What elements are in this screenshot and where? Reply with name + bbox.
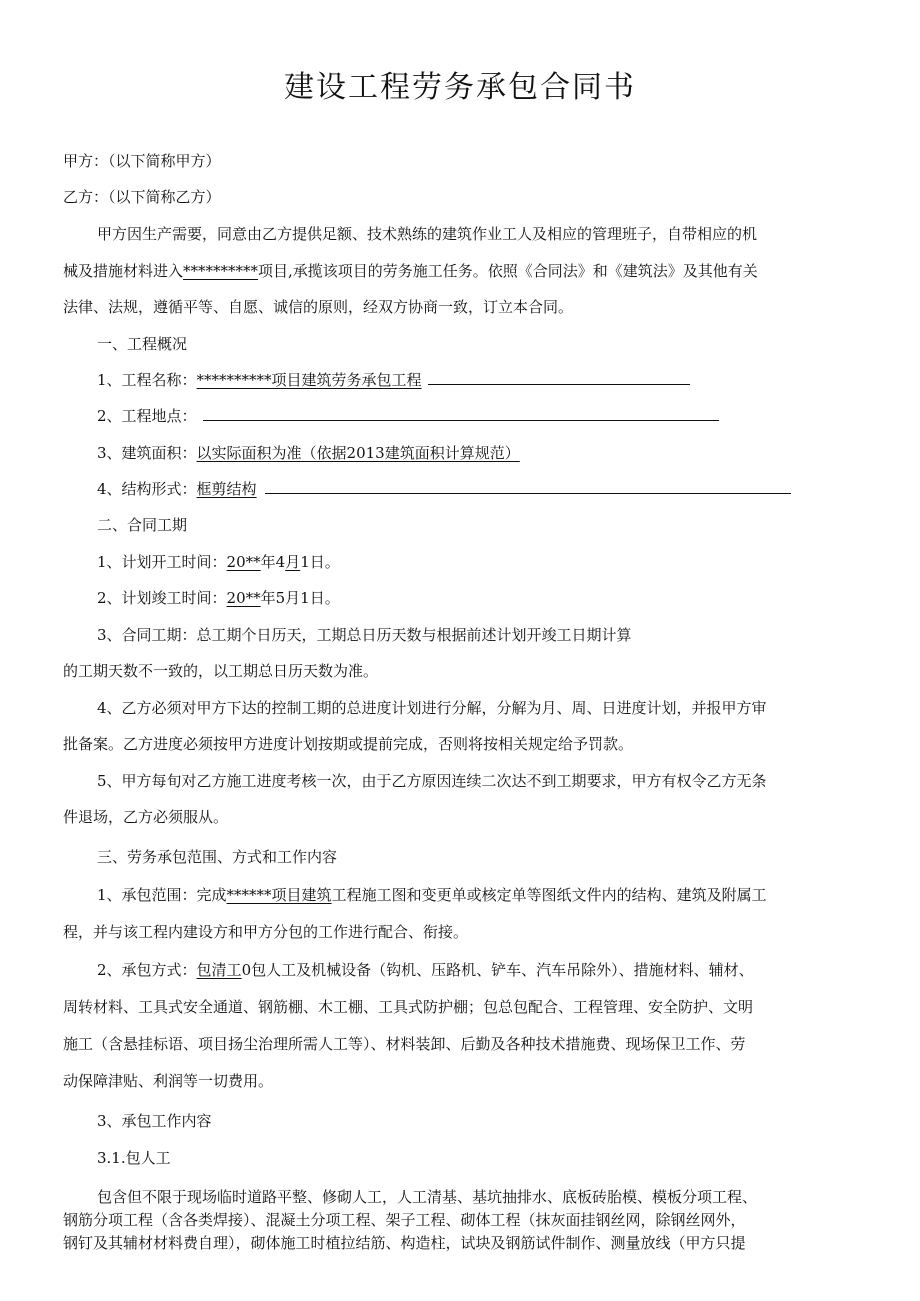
project-name-value: **********项目建筑劳务承包工程 xyxy=(196,371,422,389)
structure-value: 框剪结构 xyxy=(196,480,257,498)
mode-text: 0包人工及机械设备（钩机、压路机、铲车、汽车吊除外）、措施材料、辅材、 xyxy=(241,961,754,979)
intro-text-a: 械及措施材料进入 xyxy=(63,262,184,280)
section-3-heading: 三、劳务承包范围、方式和工作内容 xyxy=(97,848,338,866)
scope-label: 1、承包范围：完成 xyxy=(97,886,227,904)
section-2-heading: 二、合同工期 xyxy=(97,516,188,534)
scope-project: ******项目建筑 xyxy=(226,886,332,904)
period-line-1: 3、合同工期：总工期个日历天，工期总日历天数与根据前述计划开竣工日期计算 xyxy=(97,626,632,644)
start-day: 1日。 xyxy=(300,553,340,571)
party-a: 甲方：（以下简称甲方） xyxy=(63,152,221,170)
intro-line-2 xyxy=(63,260,758,281)
structure-row xyxy=(97,478,791,499)
party-b: 乙方：（以下简称乙方） xyxy=(63,188,221,206)
start-month: 月 xyxy=(285,553,301,571)
mode-line-4: 动保障津贴、利润等一切费用。 xyxy=(63,1072,274,1090)
intro-line-3: 法律、法规，遵循平等、自愿、诚信的原则，经双方协商一致，订立本合同。 xyxy=(63,298,574,316)
project-name-label: 1、工程名称： xyxy=(97,371,197,389)
content-line-3: 钢钉及其辅材材料费自理），砌体施工时植拉结筋、构造柱，试块及钢筋试件制作、测量放线（甲方只提 xyxy=(63,1234,746,1252)
building-area-value: 以实际面积为准（依据2013建筑面积计算规范） xyxy=(196,444,520,462)
project-name-row xyxy=(97,369,690,390)
mode-line-2: 周转材料、工具式安全通道、钢筋棚、木工棚、工具式防护棚；包总包配合、工程管理、安全防护、文明 xyxy=(63,998,754,1016)
intro-line-1: 甲方因生产需要，同意由乙方提供足额、技术熟练的建筑作业工人及相应的管理班子，自带相应的机 xyxy=(97,225,758,243)
clause-5-line-1: 5、甲方每旬对乙方施工进度考核一次，由于乙方原因连续二次达不到工期要求，甲方有权令乙方无条 xyxy=(97,772,767,790)
mode-value: 包清工 xyxy=(196,961,242,979)
mode-line-3: 施工（含悬挂标语、项目扬尘治理所需人工等）、材料装卸、后勤及各种技术措施费、现场保卫工作、劳 xyxy=(63,1035,746,1053)
project-location-label: 2、工程地点： xyxy=(97,407,197,425)
project-location-blank xyxy=(203,406,719,421)
start-date-row xyxy=(97,551,340,572)
building-area-label: 3、建筑面积： xyxy=(97,444,197,462)
finish-year: 20** xyxy=(226,589,261,607)
document-title: 建设工程劳务承包合同书 xyxy=(284,70,636,105)
building-area-row xyxy=(97,442,520,463)
mode-line-1 xyxy=(97,959,754,980)
start-year: 20** xyxy=(226,553,261,571)
clause-4-line-1: 4、乙方必须对甲方下达的控制工期的总进度计划进行分解，分解为月、周、日进度计划，并报甲方审 xyxy=(97,699,767,717)
structure-label: 4、结构形式： xyxy=(97,480,197,498)
clause-4-line-2: 批备案。乙方进度必须按甲方进度计划按期或提前完成，否则将按相关规定给予罚款。 xyxy=(63,735,634,753)
mode-label: 2、承包方式： xyxy=(97,961,197,979)
project-name-blank xyxy=(428,370,690,385)
scope-line-2: 程，并与该工程内建设方和甲方分包的工作进行配合、衔接。 xyxy=(63,923,469,941)
intro-project-name: ********** xyxy=(183,262,259,280)
scope-line-1 xyxy=(97,884,767,905)
work-content-heading: 3、承包工作内容 xyxy=(97,1112,212,1130)
finish-date-label: 2、计划竣工时间： xyxy=(97,589,227,607)
finish-date-row xyxy=(97,587,340,608)
content-line-1: 包含但不限于现场临时道路平整、修砌人工，人工清基、基坑抽排水、底板砖胎模、模板分项工程、 xyxy=(97,1188,758,1206)
clause-5-line-2: 件退场，乙方必须服从。 xyxy=(63,808,229,826)
section-1-heading: 一、工程概况 xyxy=(97,335,188,353)
project-location-row xyxy=(97,405,719,426)
period-line-2: 的工期天数不一致的，以工期总日历天数为准。 xyxy=(63,662,379,680)
finish-rest: 年5月1日。 xyxy=(260,589,340,607)
content-line-2: 钢筋分项工程（含各类焊接）、混凝土分项工程、架子工程、砌体工程（抹灰面挂钢丝网，除钢丝网外， xyxy=(63,1211,746,1229)
scope-text: 工程施工图和变更单或核定单等图纸文件内的结构、建筑及附属工 xyxy=(331,886,767,904)
structure-blank xyxy=(265,479,791,494)
labor-subheading: 3.1.包人工 xyxy=(97,1149,171,1167)
start-mid: 年4 xyxy=(260,553,286,571)
start-date-label: 1、计划开工时间： xyxy=(97,553,227,571)
intro-text-b: 项目,承揽该项目的劳务施工任务。依照《合同法》和《建筑法》及其他有关 xyxy=(258,262,758,280)
